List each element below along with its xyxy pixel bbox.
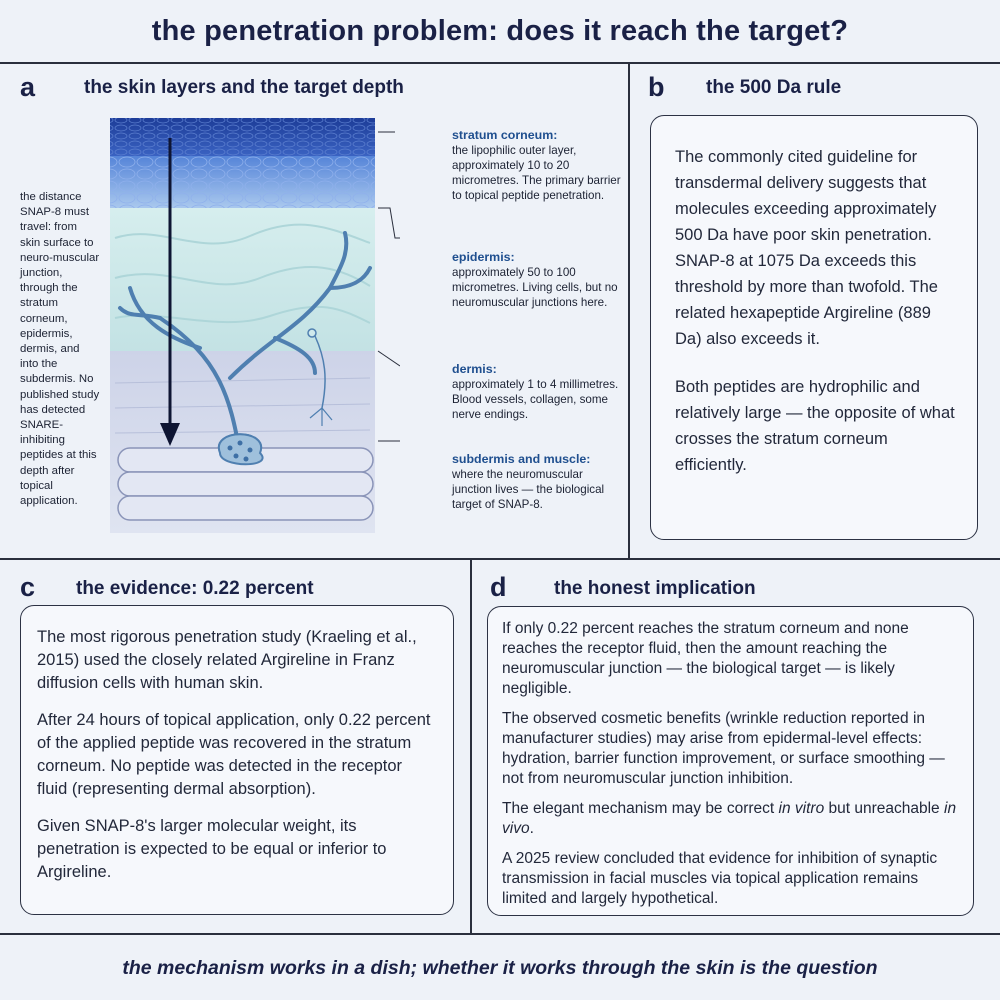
- panel-b-box: [650, 115, 978, 540]
- divider-bottom: [0, 933, 1000, 935]
- label-dermis: dermis: approximately 1 to 4 millimetres. Blood vessels, collagen, some nerve endings.: [452, 362, 619, 421]
- nerve-terminal-cap: [219, 434, 263, 464]
- panel-c-paragraph-2: After 24 hours of topical application, only 0.22 percent of the applied peptide was recovered in the stratum corneum. No peptide was detected in the receptor fluid (representing dermal absorption).: [37, 711, 431, 798]
- distance-note: the distance SNAP-8 must travel: from skin surface to neuro-muscular junction, through the stratum corneum, epidermis, dermis, and into the subdermis. No published study has detected SNARE-inhibiting peptides at this depth after topical application.: [20, 191, 100, 508]
- footer-caption: the mechanism works in a dish; whether it works through the skin is the question: [122, 956, 878, 979]
- divider-ab: [628, 62, 630, 558]
- panel-b-paragraph-1: The commonly cited guideline for transdermal delivery suggests that molecules exceeding approximately 500 Da have poor skin penetration. SNAP-8 at 1075 Da exceeds this threshold by more than twofold. The related hexapeptide Argireline (889 Da) also exceeds it.: [675, 148, 938, 348]
- panel-b-letter: b: [648, 72, 665, 102]
- panel-d-box: [487, 606, 974, 916]
- panel-b-heading: the 500 Da rule: [706, 77, 842, 98]
- panel-a-letter: a: [20, 72, 36, 102]
- divider-middle: [0, 558, 1000, 560]
- panel-c-letter: c: [20, 572, 36, 602]
- panel-d-paragraph-4: A 2025 review concluded that evidence for inhibition of synaptic transmission in facial muscles via topical application remains limited and largely hypothetical.: [502, 850, 938, 907]
- skin-cross-section-diagram: [100, 108, 400, 538]
- panel-d-heading: the honest implication: [554, 578, 756, 599]
- panel-c-paragraph-3: Given SNAP-8's larger molecular weight, its penetration is expected to be equal or inferior to Argireline.: [37, 817, 387, 881]
- panel-c-paragraph-1: The most rigorous penetration study (Kraeling et al., 2015) used the closely related Argireline in Franz diffusion cells with human skin.: [37, 628, 417, 692]
- page-title: the penetration problem: does it reach the target?: [151, 14, 849, 47]
- panel-d-paragraph-2: The observed cosmetic benefits (wrinkle reduction reported in manufacturer studies) may arise from epidermal-level effects: hydration, barrier function improvement, or surface smoothing — not from neuromuscular junction inhibition.: [502, 710, 945, 787]
- panel-d-paragraph-1: If only 0.22 percent reaches the stratum corneum and none reaches the receptor fluid, then the amount reaching the neuromuscular junction — the biological target — is likely negligible.: [502, 620, 909, 697]
- panel-a-heading: the skin layers and the target depth: [84, 77, 404, 98]
- panel-c-heading: the evidence: 0.22 percent: [76, 578, 314, 599]
- label-epidermis: epidermis: approximately 50 to 100 micrometres. Living cells, but no neuromuscular junctions here.: [452, 250, 618, 309]
- label-subdermis: subdermis and muscle: where the neuromuscular junction lives — the biological target of SNAP-8.: [452, 452, 605, 511]
- label-stratum-corneum: stratum corneum: the lipophilic outer layer, approximately 10 to 20 micrometres. The primary barrier to topical peptide penetration.: [452, 128, 621, 202]
- panel-c-box: [20, 605, 454, 915]
- panel-b-paragraph-2: Both peptides are hydrophilic and relatively large — the opposite of what crosses the stratum corneum efficiently.: [675, 378, 955, 474]
- panel-d-letter: d: [490, 572, 507, 602]
- divider-top: [0, 62, 1000, 64]
- panel-d-paragraph-3: The elegant mechanism may be correct in vitro but unreachable in vivo.: [502, 800, 957, 837]
- divider-cd: [470, 558, 472, 933]
